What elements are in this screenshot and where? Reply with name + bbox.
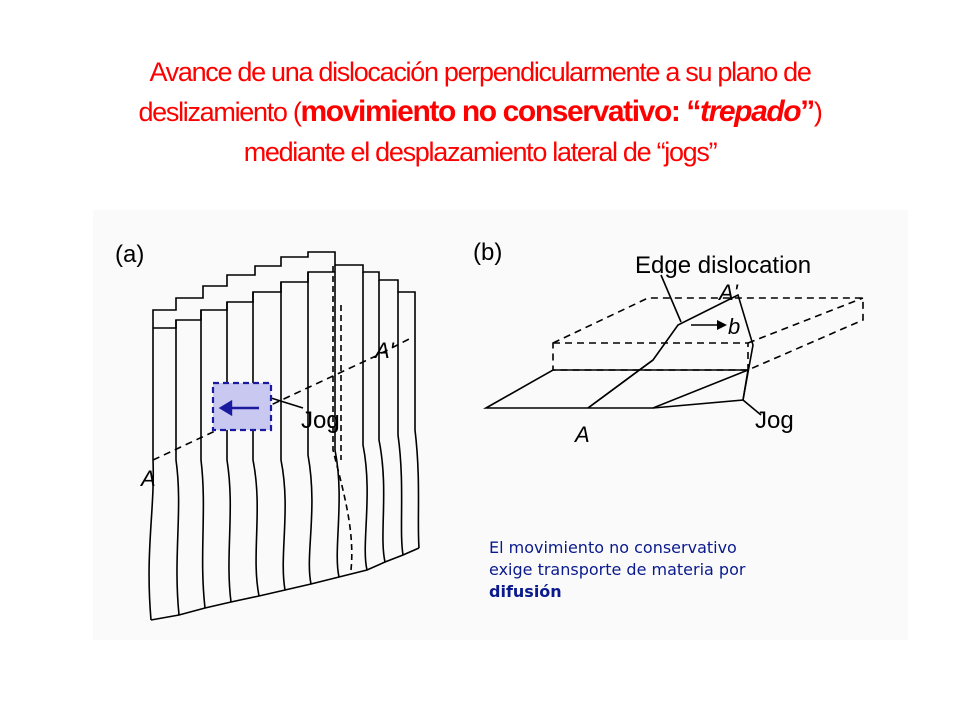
caption bbox=[489, 537, 869, 603]
figure-a-sheet-2 bbox=[176, 320, 179, 615]
figure-a-label-jog: Jog bbox=[301, 407, 340, 434]
figure-a-sheet-3 bbox=[201, 310, 205, 608]
figure-a-sheet-6 bbox=[281, 282, 285, 590]
figure-a-top-edge bbox=[153, 252, 415, 328]
figure-b-label-jog: Jog bbox=[755, 407, 794, 434]
title-line-1: Avance de una dislocación perpendicularmente a su plano de bbox=[149, 57, 811, 87]
figure-a-label-a: A bbox=[141, 466, 156, 491]
figure-b-dislocation-line bbox=[588, 295, 753, 408]
figure-a bbox=[149, 252, 419, 620]
figure-a-sheet-10 bbox=[379, 280, 385, 562]
figure-b-label-b: b bbox=[728, 314, 741, 339]
figure-a-sheet-11 bbox=[398, 292, 403, 555]
figure-b-panel-label: (b) bbox=[473, 239, 503, 266]
caption-line-1: El movimiento no conservativo bbox=[489, 538, 737, 557]
figure-a-sheet-9 bbox=[363, 272, 367, 570]
figure-b-upper-slab bbox=[553, 298, 863, 370]
title-line-2-part-d: ” bbox=[800, 95, 814, 128]
title-line-2-part-c: trepado bbox=[700, 95, 801, 128]
figure-a-dislocation-line bbox=[153, 338, 411, 460]
figure-b-label-a: A bbox=[575, 422, 590, 447]
title-line-2-part-e: ) bbox=[813, 97, 822, 127]
figure-a-sheet-5 bbox=[253, 292, 259, 596]
caption-line-2: exige transporte de materia por bbox=[489, 560, 746, 579]
caption-line-3: difusión bbox=[489, 582, 562, 601]
figure-a-sheet-12 bbox=[415, 300, 419, 548]
figure-b-burgers-arrowhead bbox=[717, 320, 727, 330]
title-line-3: mediante el desplazamiento lateral de “jogs” bbox=[243, 137, 717, 167]
figure-b-label-edge: Edge dislocation bbox=[635, 252, 812, 279]
title-line-2-part-a: deslizamiento ( bbox=[138, 97, 301, 127]
figure-a-panel-label: (a) bbox=[115, 241, 145, 268]
title-line-2 bbox=[60, 92, 900, 132]
figure-a-label-a-prime: A' bbox=[375, 338, 394, 363]
figure-b-upper-slab-edge bbox=[748, 298, 863, 343]
title-line-2-part-b: movimiento no conservativo: “ bbox=[300, 95, 701, 128]
figure-b-upper-slab-front bbox=[553, 343, 748, 370]
figure-b-label-a-prime: A' bbox=[719, 280, 738, 305]
figure-b bbox=[486, 275, 863, 415]
figure-a-sheet-4 bbox=[227, 302, 231, 602]
slide-title bbox=[60, 52, 900, 172]
